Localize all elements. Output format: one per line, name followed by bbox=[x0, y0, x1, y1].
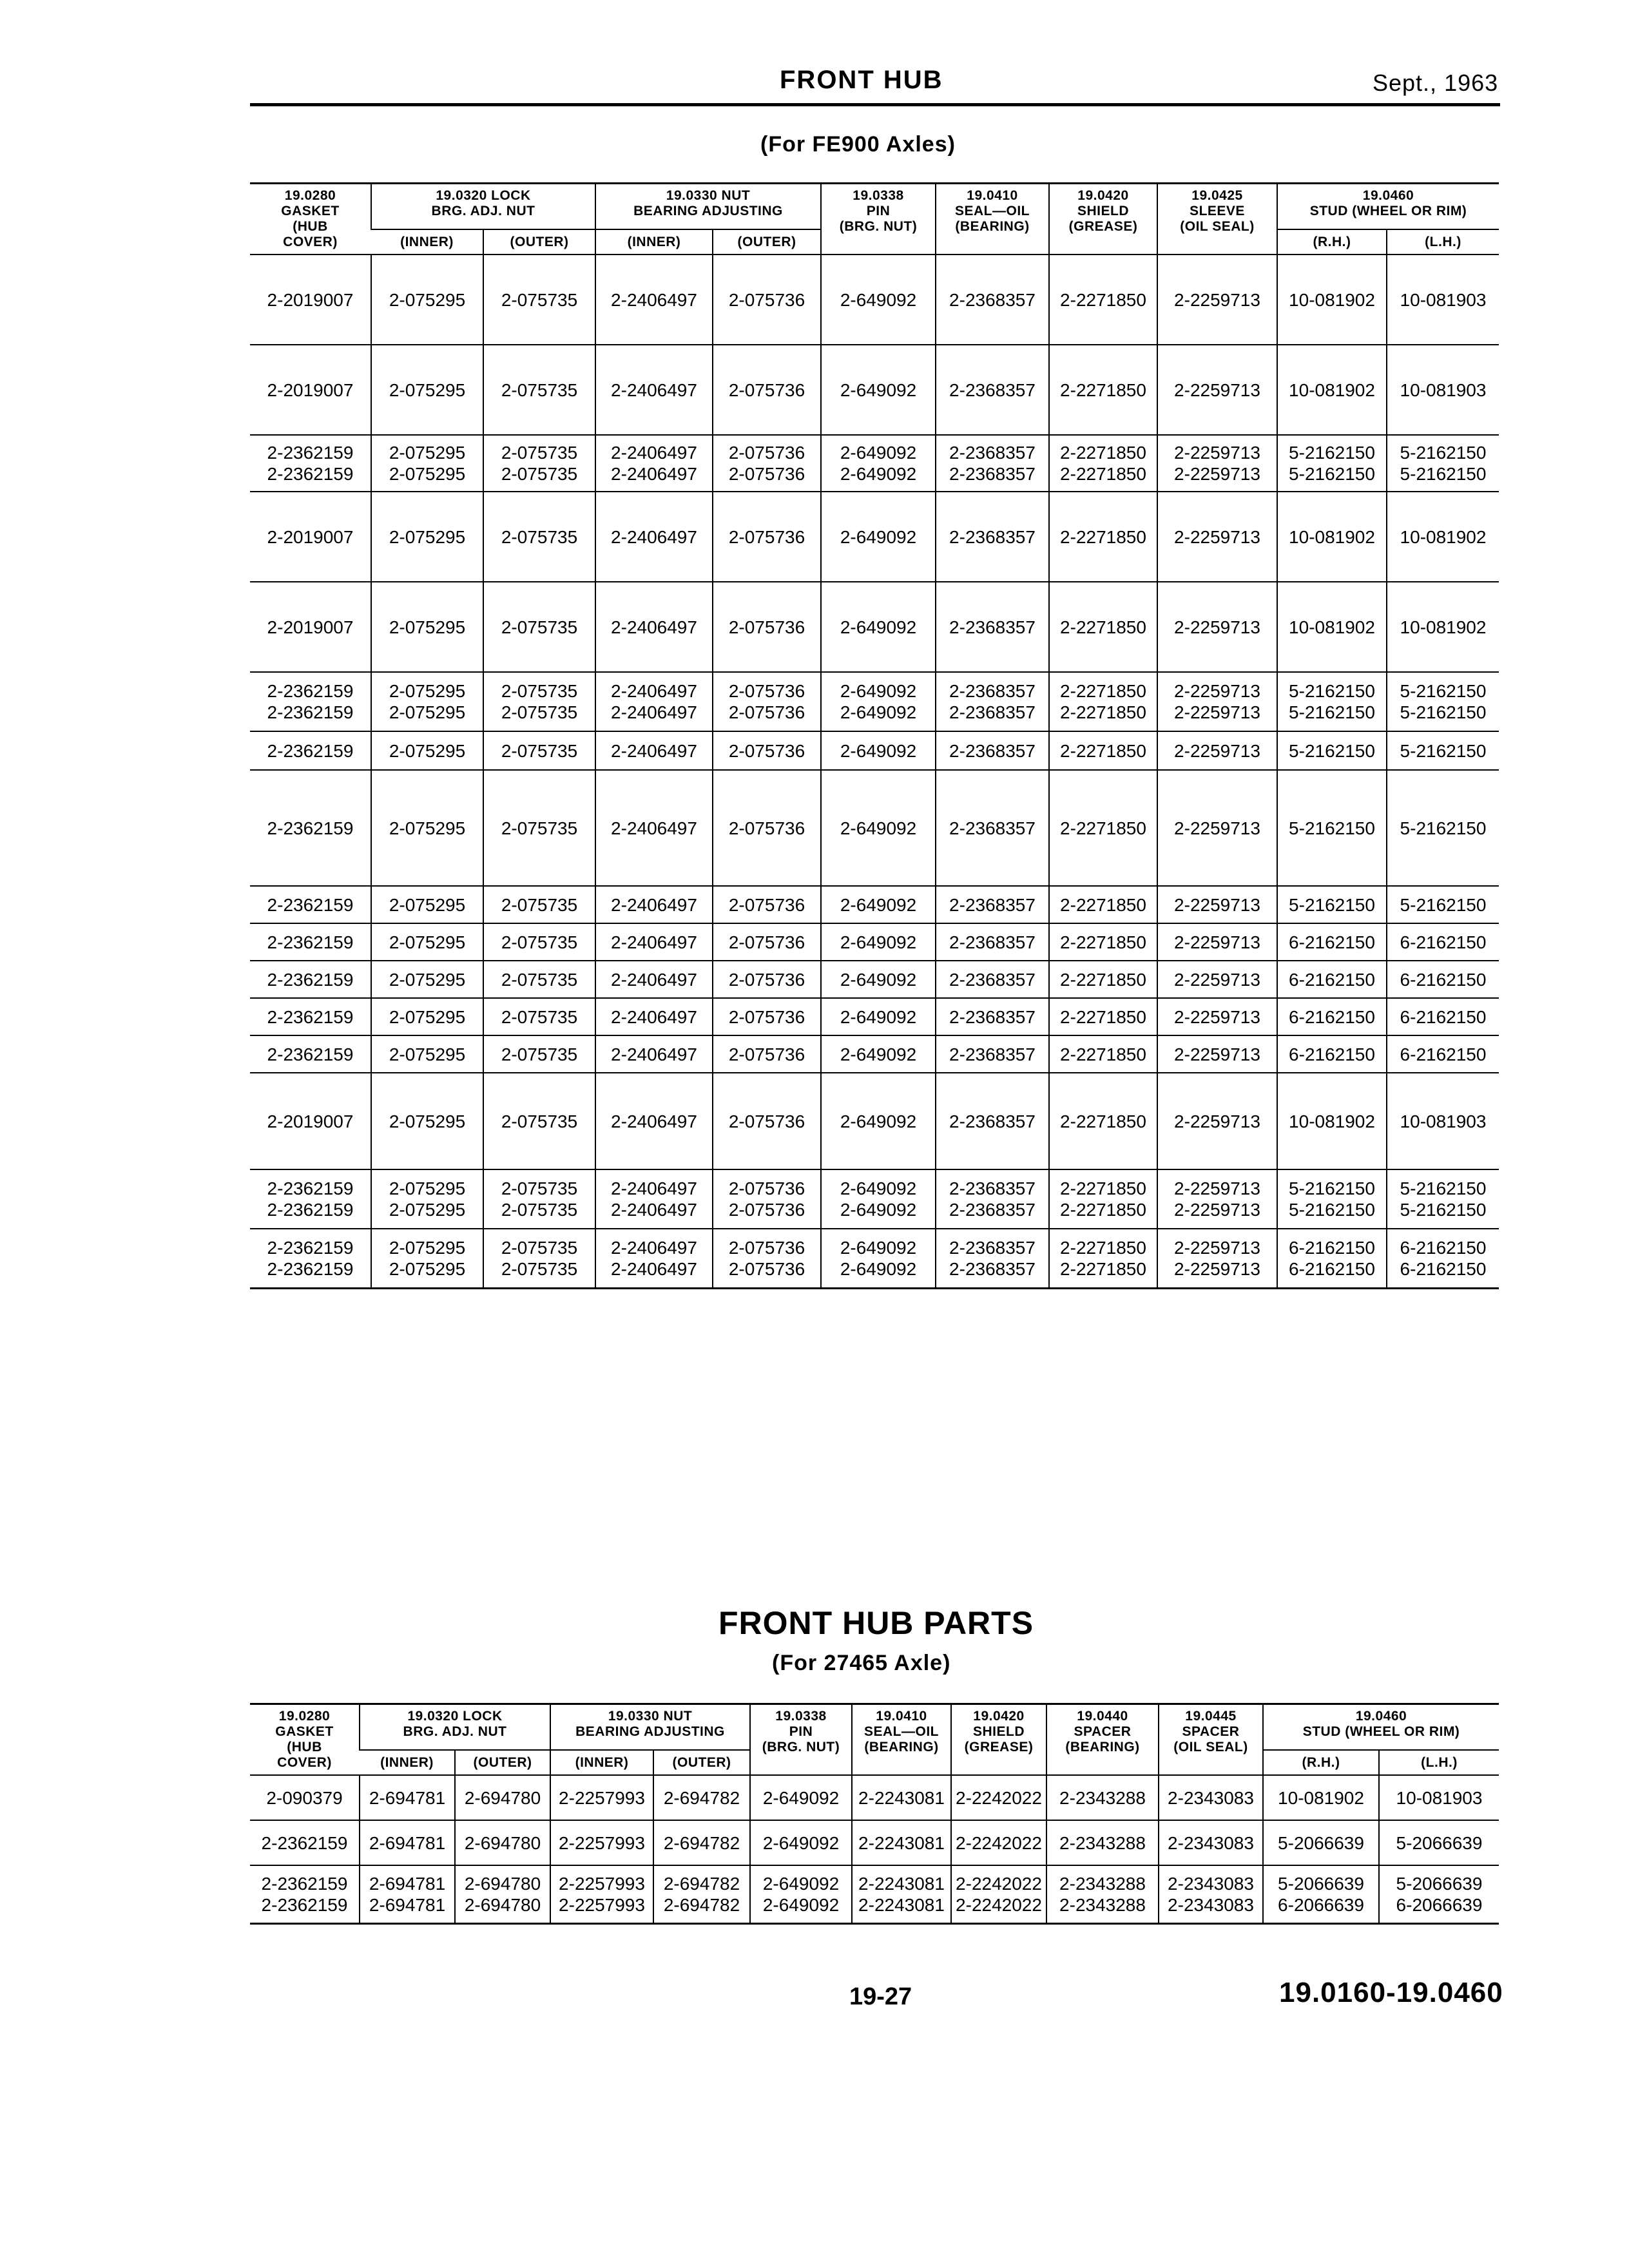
table-cell: 2-075735 bbox=[483, 961, 595, 998]
table-cell: 2-2259713 bbox=[1157, 1035, 1277, 1073]
header-stud: 19.0460 STUD (WHEEL OR RIM) bbox=[1263, 1704, 1499, 1751]
page-title: FRONT HUB bbox=[780, 66, 943, 94]
table-cell: 2-2259713 bbox=[1157, 923, 1277, 961]
table-cell: 2-649092 bbox=[821, 886, 936, 923]
table-cell: 10-081903 bbox=[1387, 1073, 1499, 1169]
table-cell: 2-075736 bbox=[713, 886, 821, 923]
table-cell: 2-2259713 bbox=[1157, 961, 1277, 998]
table-cell: 2-2362159 2-2362159 bbox=[250, 435, 371, 492]
table1-subtitle: (For FE900 Axles) bbox=[760, 132, 956, 157]
table-cell: 2-2271850 bbox=[1049, 255, 1157, 345]
table-cell: 2-075735 bbox=[483, 1073, 595, 1169]
header-lock-outer: (OUTER) bbox=[483, 229, 595, 255]
table-cell: 2-075295 2-075295 bbox=[371, 1229, 483, 1288]
table-cell: 5-2162150 5-2162150 bbox=[1277, 1169, 1387, 1229]
header-shield: 19.0420 SHIELD (GREASE) bbox=[951, 1704, 1046, 1776]
table-cell: 2-2406497 bbox=[595, 998, 713, 1035]
table-cell: 6-2162150 6-2162150 bbox=[1387, 1229, 1499, 1288]
table-cell: 2-075736 bbox=[713, 255, 821, 345]
table-cell: 2-2368357 bbox=[936, 1035, 1049, 1073]
table2-subtitle: (For 27465 Axle) bbox=[772, 1651, 951, 1675]
table-cell: 2-649092 2-649092 bbox=[821, 435, 936, 492]
table-row bbox=[250, 770, 1499, 886]
table-cell: 2-075735 2-075735 bbox=[483, 1169, 595, 1229]
table-cell: 2-2406497 bbox=[595, 886, 713, 923]
table-cell: 5-2162150 5-2162150 bbox=[1277, 435, 1387, 492]
table-cell: 2-2343083 bbox=[1159, 1775, 1263, 1820]
table-cell: 2-075736 bbox=[713, 1073, 821, 1169]
table-cell: 2-649092 bbox=[821, 731, 936, 770]
table-cell: 2-2368357 2-2368357 bbox=[936, 672, 1049, 731]
table-cell: 2-075736 bbox=[713, 582, 821, 672]
header-pin: 19.0338 PIN (BRG. NUT) bbox=[750, 1704, 852, 1776]
table-cell: 2-2368357 bbox=[936, 961, 1049, 998]
table-cell: 2-075295 2-075295 bbox=[371, 1169, 483, 1229]
table-cell: 2-694781 bbox=[360, 1775, 455, 1820]
table-cell: 2-075295 bbox=[371, 770, 483, 886]
header-adjusting-nut: 19.0330 NUT BEARING ADJUSTING bbox=[595, 184, 821, 230]
header-stud-rh: (R.H.) bbox=[1263, 1750, 1379, 1775]
header-pin: 19.0338 PIN (BRG. NUT) bbox=[821, 184, 936, 255]
table-cell: 2-075736 2-075736 bbox=[713, 1169, 821, 1229]
header-nut-outer: (OUTER) bbox=[653, 1750, 750, 1775]
table-row bbox=[250, 1229, 1499, 1288]
table-row bbox=[250, 435, 1499, 492]
table-row bbox=[250, 582, 1499, 672]
header-lock-nut: 19.0320 LOCK BRG. ADJ. NUT bbox=[360, 1704, 550, 1751]
table-cell: 5-2162150 5-2162150 bbox=[1387, 435, 1499, 492]
table-cell: 2-075736 2-075736 bbox=[713, 1229, 821, 1288]
header-sleeve: 19.0425 SLEEVE (OIL SEAL) bbox=[1157, 184, 1277, 255]
table-cell: 2-2406497 bbox=[595, 770, 713, 886]
table-cell: 6-2162150 bbox=[1277, 998, 1387, 1035]
table-cell: 2-2271850 bbox=[1049, 731, 1157, 770]
table-cell: 2-2362159 bbox=[250, 731, 371, 770]
header-gasket: 19.0280 GASKET (HUB COVER) bbox=[250, 184, 371, 255]
table-cell: 2-075735 bbox=[483, 1035, 595, 1073]
table-cell: 2-2406497 bbox=[595, 961, 713, 998]
table-cell: 10-081902 bbox=[1277, 582, 1387, 672]
table-cell: 5-2162150 bbox=[1277, 886, 1387, 923]
table-cell: 10-081903 bbox=[1379, 1775, 1499, 1820]
table-cell: 2-2271850 bbox=[1049, 770, 1157, 886]
table-cell: 2-2362159 2-2362159 bbox=[250, 1229, 371, 1288]
header-gasket: 19.0280 GASKET (HUB COVER) bbox=[250, 1704, 360, 1776]
table-row bbox=[250, 1073, 1499, 1169]
header-nut-inner: (INNER) bbox=[550, 1750, 653, 1775]
table-cell: 10-081902 bbox=[1387, 582, 1499, 672]
table-cell: 2-2271850 bbox=[1049, 961, 1157, 998]
table-cell: 2-649092 bbox=[821, 961, 936, 998]
table-cell: 2-2368357 bbox=[936, 770, 1049, 886]
table-cell: 2-649092 2-649092 bbox=[821, 1229, 936, 1288]
table-cell: 2-2406497 bbox=[595, 1073, 713, 1169]
table-cell: 2-2343288 bbox=[1046, 1820, 1159, 1865]
table-cell: 10-081903 bbox=[1387, 255, 1499, 345]
table-cell: 2-075736 bbox=[713, 923, 821, 961]
table-cell: 2-2257993 2-2257993 bbox=[550, 1865, 653, 1923]
table-cell: 2-2271850 bbox=[1049, 1035, 1157, 1073]
header-stud-lh: (L.H.) bbox=[1387, 229, 1499, 255]
table-cell: 10-081902 bbox=[1277, 255, 1387, 345]
table-cell: 2-2406497 bbox=[595, 492, 713, 582]
table-cell: 5-2162150 bbox=[1387, 770, 1499, 886]
table-cell: 5-2162150 5-2162150 bbox=[1387, 672, 1499, 731]
table-cell: 2-075735 bbox=[483, 492, 595, 582]
table-cell: 2-2362159 2-2362159 bbox=[250, 672, 371, 731]
table-cell: 5-2162150 bbox=[1277, 770, 1387, 886]
table-cell: 2-2242022 2-2242022 bbox=[951, 1865, 1046, 1923]
table-cell: 2-075736 bbox=[713, 770, 821, 886]
table-cell: 2-2271850 2-2271850 bbox=[1049, 1169, 1157, 1229]
table-cell: 10-081902 bbox=[1387, 492, 1499, 582]
table-cell: 2-2259713 2-2259713 bbox=[1157, 1229, 1277, 1288]
table-cell: 2-2406497 bbox=[595, 731, 713, 770]
table-cell: 2-2362159 bbox=[250, 1035, 371, 1073]
table-cell: 10-081902 bbox=[1277, 345, 1387, 435]
table-cell: 2-2368357 bbox=[936, 1073, 1049, 1169]
table-cell: 2-2406497 bbox=[595, 923, 713, 961]
table-cell: 2-2368357 2-2368357 bbox=[936, 435, 1049, 492]
table-cell: 2-2406497 bbox=[595, 255, 713, 345]
table-cell: 2-649092 bbox=[821, 255, 936, 345]
table-cell: 2-2271850 bbox=[1049, 582, 1157, 672]
table-cell: 5-2162150 5-2162150 bbox=[1277, 672, 1387, 731]
table-cell: 2-2362159 bbox=[250, 886, 371, 923]
table-cell: 2-075295 bbox=[371, 1035, 483, 1073]
page-number: 19-27 bbox=[849, 1983, 912, 2010]
table-cell: 2-075736 bbox=[713, 998, 821, 1035]
table-cell: 2-2368357 bbox=[936, 255, 1049, 345]
table-cell: 5-2162150 bbox=[1277, 731, 1387, 770]
table-cell: 2-2019007 bbox=[250, 492, 371, 582]
table-row bbox=[250, 961, 1499, 998]
header-shield: 19.0420 SHIELD (GREASE) bbox=[1049, 184, 1157, 255]
table-cell: 10-081903 bbox=[1387, 345, 1499, 435]
table-cell: 2-2259713 bbox=[1157, 731, 1277, 770]
table-cell: 2-2243081 2-2243081 bbox=[852, 1865, 951, 1923]
table-cell: 2-649092 2-649092 bbox=[821, 1169, 936, 1229]
header-nut-outer: (OUTER) bbox=[713, 229, 821, 255]
table-row bbox=[250, 255, 1499, 345]
table-cell: 2-2019007 bbox=[250, 255, 371, 345]
table-cell: 2-2406497 2-2406497 bbox=[595, 1229, 713, 1288]
table-row bbox=[250, 672, 1499, 731]
table-cell: 2-2259713 bbox=[1157, 582, 1277, 672]
table-cell: 2-075735 bbox=[483, 255, 595, 345]
table-row bbox=[250, 1820, 1499, 1865]
table-cell: 6-2162150 6-2162150 bbox=[1277, 1229, 1387, 1288]
table-cell: 2-694780 bbox=[455, 1775, 550, 1820]
table-cell: 2-2271850 2-2271850 bbox=[1049, 435, 1157, 492]
table-cell: 2-2259713 2-2259713 bbox=[1157, 1169, 1277, 1229]
table-cell: 2-649092 bbox=[821, 998, 936, 1035]
front-hub-table-body bbox=[250, 255, 1499, 1288]
table-cell: 2-649092 bbox=[821, 1035, 936, 1073]
table-cell: 2-2259713 bbox=[1157, 345, 1277, 435]
table-cell: 2-075736 2-075736 bbox=[713, 435, 821, 492]
table-cell: 6-2162150 bbox=[1277, 961, 1387, 998]
header-spacer-bearing: 19.0440 SPACER (BEARING) bbox=[1046, 1704, 1159, 1776]
table-row bbox=[250, 923, 1499, 961]
page-date: Sept., 1963 bbox=[1373, 70, 1499, 96]
table-row bbox=[250, 345, 1499, 435]
header-lock-inner: (INNER) bbox=[360, 1750, 455, 1775]
header-seal: 19.0410 SEAL—OIL (BEARING) bbox=[852, 1704, 951, 1776]
table-cell: 2-2259713 2-2259713 bbox=[1157, 672, 1277, 731]
table-cell: 2-2271850 bbox=[1049, 1073, 1157, 1169]
table-cell: 2-2271850 bbox=[1049, 998, 1157, 1035]
table-cell: 2-2368357 2-2368357 bbox=[936, 1169, 1049, 1229]
header-stud-lh: (L.H.) bbox=[1379, 1750, 1499, 1775]
table-cell: 2-075735 bbox=[483, 886, 595, 923]
table-cell: 2-2406497 2-2406497 bbox=[595, 672, 713, 731]
table-cell: 2-649092 bbox=[750, 1775, 852, 1820]
table-cell: 2-694781 bbox=[360, 1820, 455, 1865]
table-cell: 2-2368357 bbox=[936, 886, 1049, 923]
table-cell: 2-2368357 bbox=[936, 998, 1049, 1035]
header-adjusting-nut: 19.0330 NUT BEARING ADJUSTING bbox=[550, 1704, 750, 1751]
table-cell: 6-2162150 bbox=[1277, 1035, 1387, 1073]
table-cell: 2-075295 2-075295 bbox=[371, 672, 483, 731]
table-cell: 2-2368357 bbox=[936, 731, 1049, 770]
table-cell: 2-2019007 bbox=[250, 345, 371, 435]
table-cell: 2-075735 bbox=[483, 770, 595, 886]
table-cell: 2-2368357 bbox=[936, 345, 1049, 435]
table-cell: 2-2362159 bbox=[250, 1820, 360, 1865]
table-cell: 2-2271850 2-2271850 bbox=[1049, 1229, 1157, 1288]
table-cell: 2-075735 bbox=[483, 731, 595, 770]
table-cell: 2-075736 bbox=[713, 1035, 821, 1073]
table-cell: 5-2066639 bbox=[1263, 1820, 1379, 1865]
table-cell: 5-2162150 5-2162150 bbox=[1387, 1169, 1499, 1229]
table-cell: 2-2259713 bbox=[1157, 886, 1277, 923]
table-cell: 2-075295 bbox=[371, 582, 483, 672]
table-cell: 2-075295 bbox=[371, 731, 483, 770]
table-cell: 2-2343083 bbox=[1159, 1820, 1263, 1865]
table-cell: 2-649092 2-649092 bbox=[821, 672, 936, 731]
table-cell: 2-2257993 bbox=[550, 1820, 653, 1865]
table-cell: 2-075735 bbox=[483, 582, 595, 672]
table-cell: 2-2259713 bbox=[1157, 255, 1277, 345]
table-cell: 2-2362159 bbox=[250, 961, 371, 998]
table-cell: 2-649092 2-649092 bbox=[750, 1865, 852, 1923]
table-cell: 2-694782 bbox=[653, 1775, 750, 1820]
table-cell: 10-081902 bbox=[1277, 492, 1387, 582]
table-cell: 2-2259713 bbox=[1157, 998, 1277, 1035]
table-cell: 2-649092 bbox=[821, 770, 936, 886]
table-cell: 2-075736 bbox=[713, 345, 821, 435]
table-cell: 2-075295 2-075295 bbox=[371, 435, 483, 492]
table-cell: 6-2162150 bbox=[1387, 923, 1499, 961]
table-row bbox=[250, 998, 1499, 1035]
table-row bbox=[250, 886, 1499, 923]
table-cell: 2-090379 bbox=[250, 1775, 360, 1820]
table-cell: 2-075295 bbox=[371, 492, 483, 582]
table-row bbox=[250, 1035, 1499, 1073]
table-row bbox=[250, 1169, 1499, 1229]
table-cell: 2-694781 2-694781 bbox=[360, 1865, 455, 1923]
table-cell: 2-2406497 2-2406497 bbox=[595, 1169, 713, 1229]
table-cell: 2-694782 2-694782 bbox=[653, 1865, 750, 1923]
table-cell: 2-649092 bbox=[750, 1820, 852, 1865]
table-cell: 2-2362159 2-2362159 bbox=[250, 1169, 371, 1229]
table-cell: 2-2362159 2-2362159 bbox=[250, 1865, 360, 1923]
table-cell: 2-2271850 bbox=[1049, 886, 1157, 923]
table-cell: 2-2362159 bbox=[250, 770, 371, 886]
table-cell: 2-2242022 bbox=[951, 1820, 1046, 1865]
table-cell: 2-2343288 2-2343288 bbox=[1046, 1865, 1159, 1923]
table-row bbox=[250, 731, 1499, 770]
front-hub-parts-table-body bbox=[250, 1775, 1499, 1923]
table-cell: 2-2362159 bbox=[250, 923, 371, 961]
header-rule bbox=[250, 103, 1500, 106]
table-cell: 2-2362159 bbox=[250, 998, 371, 1035]
header-lock-inner: (INNER) bbox=[371, 229, 483, 255]
table-cell: 2-2243081 bbox=[852, 1820, 951, 1865]
table-cell: 2-075736 bbox=[713, 731, 821, 770]
table-cell: 5-2162150 bbox=[1387, 886, 1499, 923]
table2-title: FRONT HUB PARTS bbox=[718, 1605, 1034, 1641]
table-cell: 2-649092 bbox=[821, 923, 936, 961]
table-cell: 2-2019007 bbox=[250, 582, 371, 672]
table-cell: 2-075295 bbox=[371, 998, 483, 1035]
table-cell: 2-2243081 bbox=[852, 1775, 951, 1820]
header-lock-outer: (OUTER) bbox=[455, 1750, 550, 1775]
table-cell: 5-2066639 6-2066639 bbox=[1379, 1865, 1499, 1923]
table-cell: 2-694780 bbox=[455, 1820, 550, 1865]
header-lock-nut: 19.0320 LOCK BRG. ADJ. NUT bbox=[371, 184, 595, 230]
table-cell: 2-075295 bbox=[371, 886, 483, 923]
table-cell: 2-2406497 bbox=[595, 582, 713, 672]
table-cell: 2-075295 bbox=[371, 255, 483, 345]
table-cell: 2-2271850 bbox=[1049, 492, 1157, 582]
table-cell: 2-075735 2-075735 bbox=[483, 672, 595, 731]
table-cell: 2-694780 2-694780 bbox=[455, 1865, 550, 1923]
table-cell: 2-2406497 bbox=[595, 1035, 713, 1073]
table-cell: 10-081902 bbox=[1277, 1073, 1387, 1169]
table-cell: 2-2259713 bbox=[1157, 1073, 1277, 1169]
table-cell: 2-2406497 bbox=[595, 345, 713, 435]
table-row bbox=[250, 1865, 1499, 1923]
table-cell: 2-075295 bbox=[371, 961, 483, 998]
header-seal: 19.0410 SEAL—OIL (BEARING) bbox=[936, 184, 1049, 255]
table-cell: 6-2162150 bbox=[1387, 1035, 1499, 1073]
table-cell: 2-075735 bbox=[483, 998, 595, 1035]
table-cell: 2-075736 bbox=[713, 492, 821, 582]
front-hub-parts-table bbox=[250, 1703, 1499, 1925]
table-cell: 2-2368357 bbox=[936, 492, 1049, 582]
table-cell: 2-2259713 2-2259713 bbox=[1157, 435, 1277, 492]
header-stud: 19.0460 STUD (WHEEL OR RIM) bbox=[1277, 184, 1499, 230]
table-cell: 2-075295 bbox=[371, 1073, 483, 1169]
table-cell: 2-649092 bbox=[821, 492, 936, 582]
table-cell: 2-2271850 bbox=[1049, 923, 1157, 961]
table-row bbox=[250, 492, 1499, 582]
table-cell: 5-2066639 6-2066639 bbox=[1263, 1865, 1379, 1923]
table-cell: 2-2271850 bbox=[1049, 345, 1157, 435]
table-cell: 2-075736 2-075736 bbox=[713, 672, 821, 731]
table-cell: 2-2242022 bbox=[951, 1775, 1046, 1820]
header-stud-rh: (R.H.) bbox=[1277, 229, 1387, 255]
table-cell: 2-075735 bbox=[483, 345, 595, 435]
table-cell: 5-2066639 bbox=[1379, 1820, 1499, 1865]
table-cell: 2-2019007 bbox=[250, 1073, 371, 1169]
table-cell: 2-2343083 2-2343083 bbox=[1159, 1865, 1263, 1923]
table-cell: 2-2368357 bbox=[936, 923, 1049, 961]
table-cell: 2-694782 bbox=[653, 1820, 750, 1865]
table-cell: 2-2368357 bbox=[936, 582, 1049, 672]
table-cell: 2-075735 2-075735 bbox=[483, 1229, 595, 1288]
table-cell: 10-081902 bbox=[1263, 1775, 1379, 1820]
table-cell: 2-075295 bbox=[371, 923, 483, 961]
table-cell: 2-2368357 2-2368357 bbox=[936, 1229, 1049, 1288]
table-cell: 6-2162150 bbox=[1387, 961, 1499, 998]
table-cell: 2-2271850 2-2271850 bbox=[1049, 672, 1157, 731]
table-cell: 2-649092 bbox=[821, 582, 936, 672]
front-hub-table bbox=[250, 182, 1499, 1289]
table-cell: 2-075735 2-075735 bbox=[483, 435, 595, 492]
section-range: 19.0160-19.0460 bbox=[1279, 1977, 1503, 2008]
table-cell: 2-075736 bbox=[713, 961, 821, 998]
table-cell: 6-2162150 bbox=[1387, 998, 1499, 1035]
table-cell: 2-075295 bbox=[371, 345, 483, 435]
table-cell: 5-2162150 bbox=[1387, 731, 1499, 770]
table-cell: 6-2162150 bbox=[1277, 923, 1387, 961]
table-cell: 2-2343288 bbox=[1046, 1775, 1159, 1820]
table-cell: 2-649092 bbox=[821, 345, 936, 435]
table-row bbox=[250, 1775, 1499, 1820]
header-nut-inner: (INNER) bbox=[595, 229, 713, 255]
table-cell: 2-2259713 bbox=[1157, 492, 1277, 582]
table-cell: 2-2259713 bbox=[1157, 770, 1277, 886]
table-cell: 2-2257993 bbox=[550, 1775, 653, 1820]
header-spacer-seal: 19.0445 SPACER (OIL SEAL) bbox=[1159, 1704, 1263, 1776]
table-cell: 2-075735 bbox=[483, 923, 595, 961]
table-cell: 2-649092 bbox=[821, 1073, 936, 1169]
table-cell: 2-2406497 2-2406497 bbox=[595, 435, 713, 492]
